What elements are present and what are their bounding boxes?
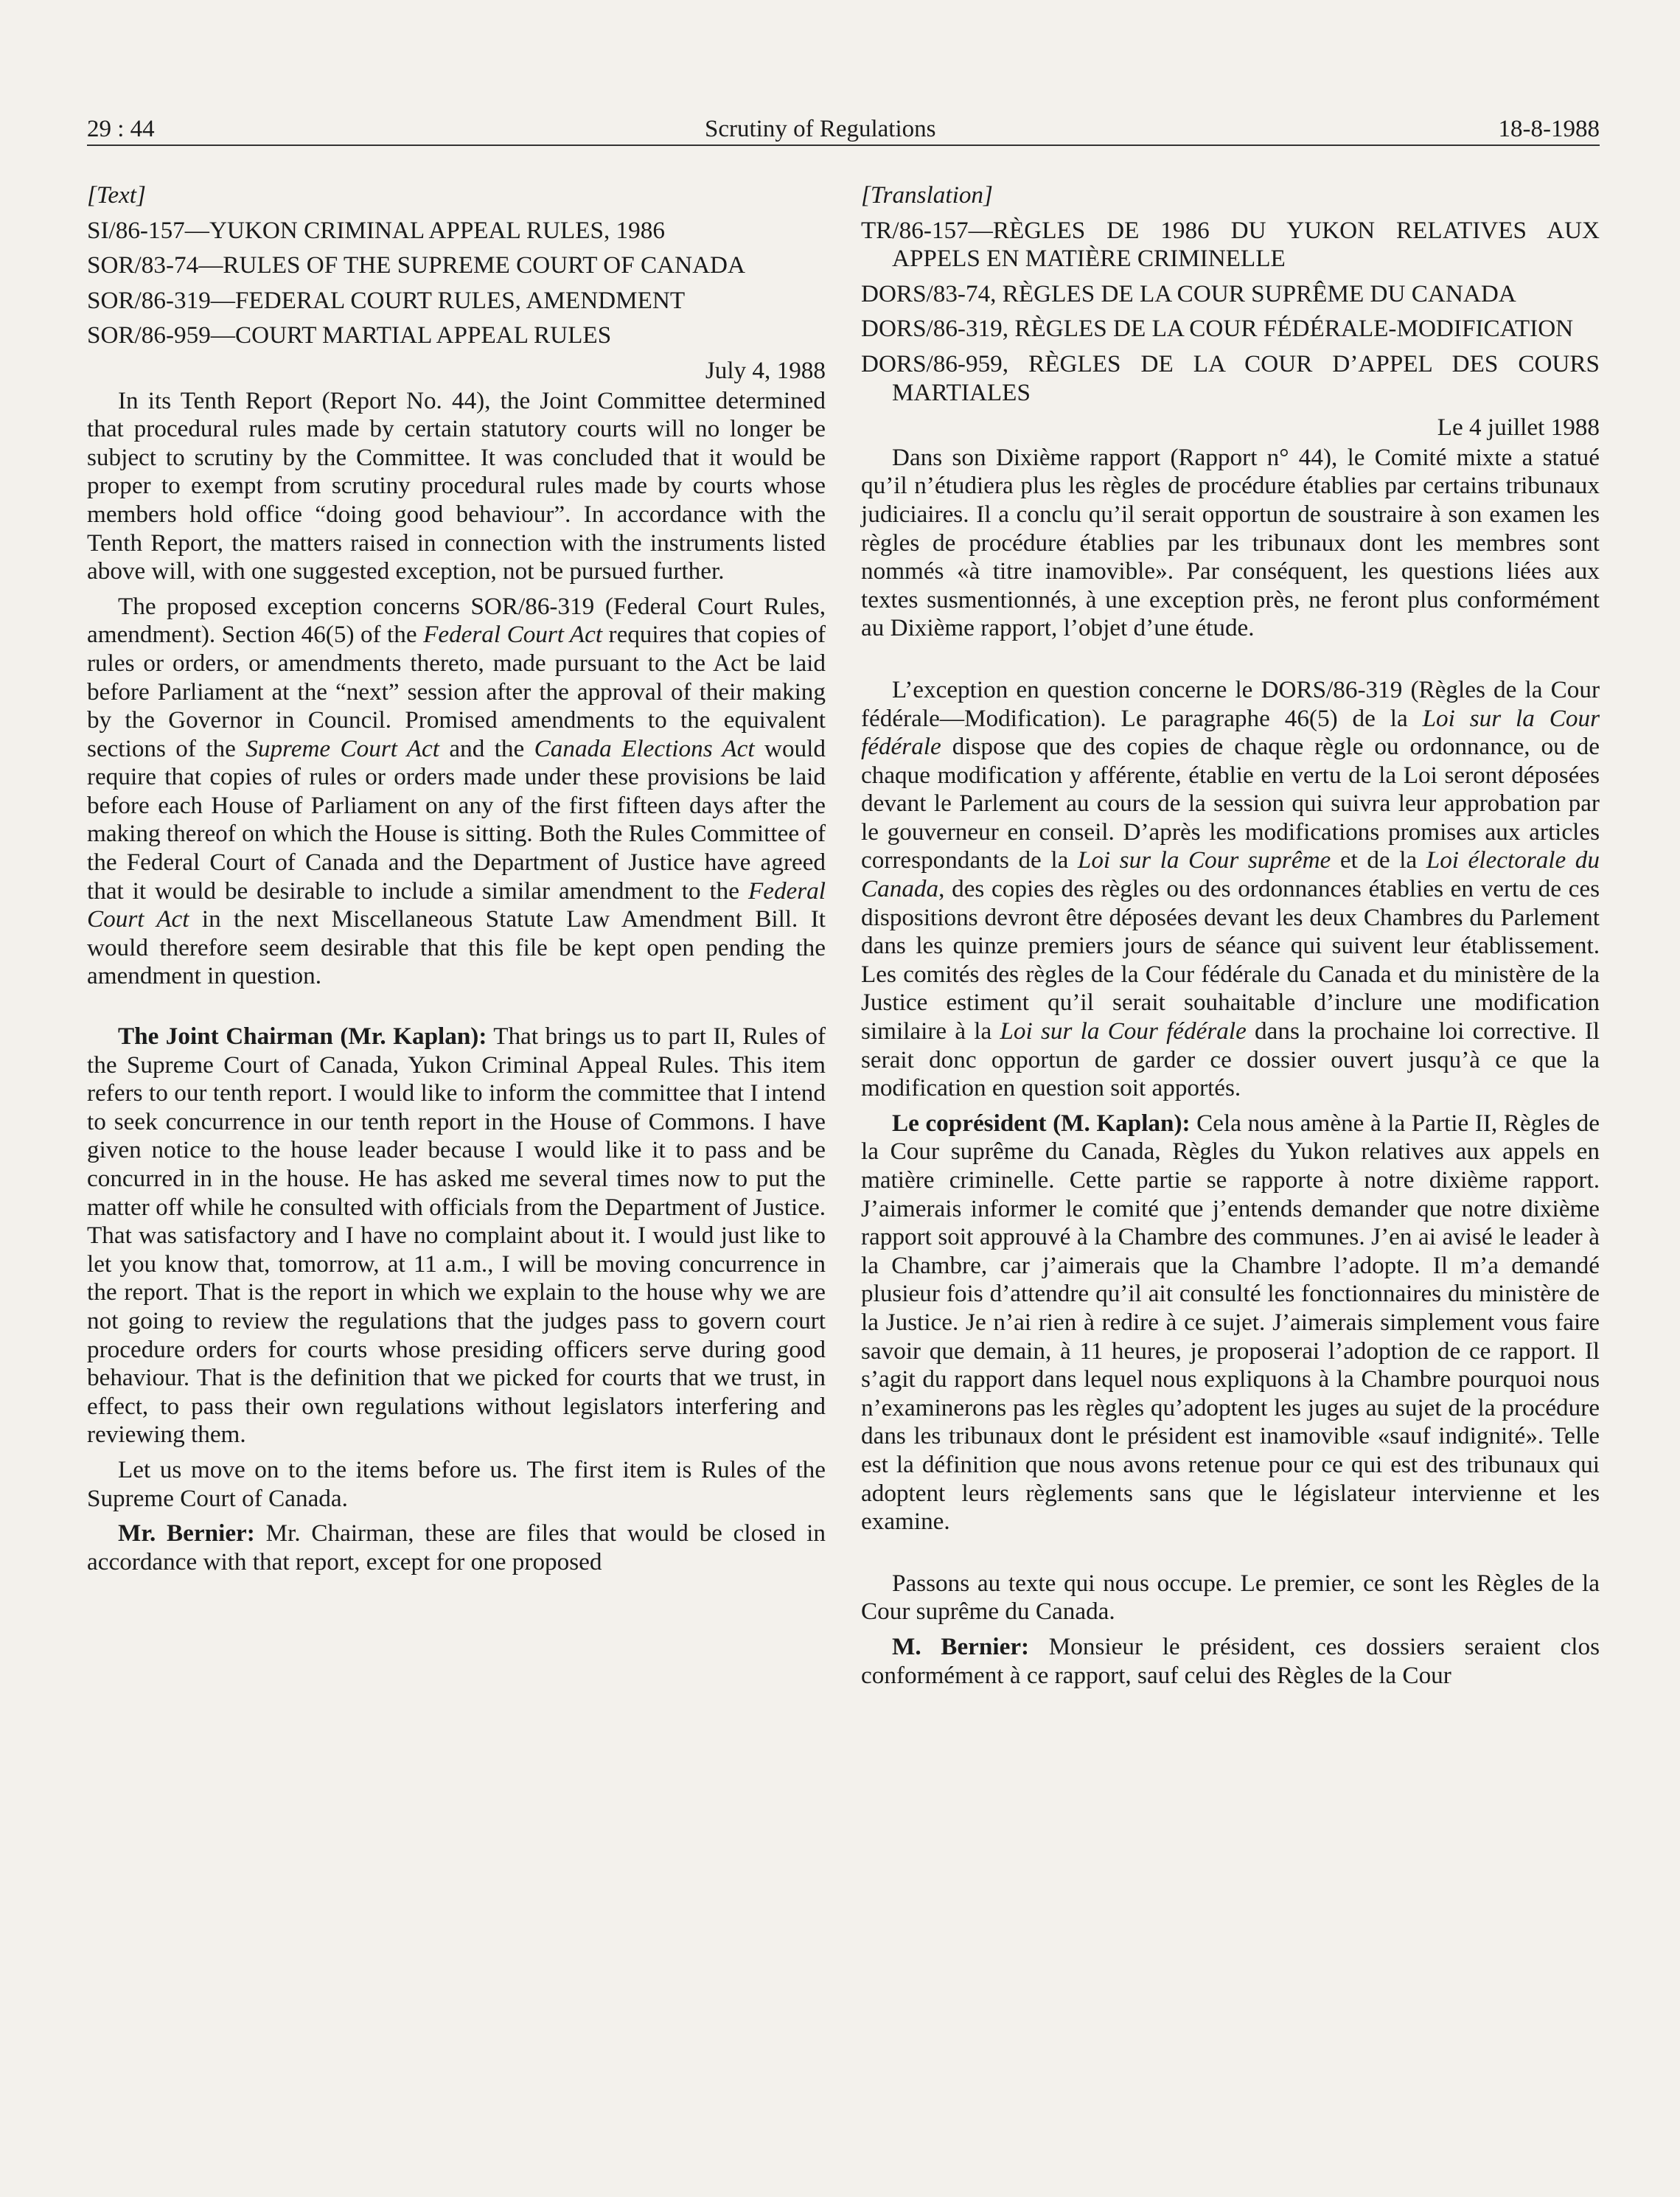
speaker-name: Mr. Bernier: (118, 1519, 255, 1547)
page-number: 29 : 44 (87, 116, 155, 142)
instrument-heading: DORS/86-319, RÈGLES DE LA COUR FÉDÉRALE-MODIFICATION (861, 315, 1574, 343)
header-rule (87, 145, 1600, 146)
letter-date: July 4, 1988 (705, 356, 826, 384)
paragraph: L’exception en question concerne le DORS/86-319 (Règles de la Cour fédérale—Modification). Le paragraphe 46(5) de la Loi sur la Cour fédérale dispose que des copies de chaque règle ou ordonnance, ou de chaque modification y afférente, établie en vertu de la Loi seront déposées devant le Parlement au cours de la session qui suivra leur approbation par le gouverneur en conseil. D’après les modifications promises aux articles correspondants de la Loi sur la Cour suprême et de la Loi électorale du Canada, des copies des règles ou des ordonnances établies en vertu de ces dispositions devront être déposées devant les deux Chambres du Parlement dans les quinze premiers jours de séance qui suivent leur établissement. Les comités des règles de la Cour fédérale du Canada et du ministère de la Justice estiment qu’il serait souhaitable d’inclure une modification similaire à la Loi sur la Cour fédérale dans la prochaine loi corrective. Il serait donc opportun de garder ce dossier ouvert jusqu’à ce que la modification en question soit apportés. (861, 675, 1600, 1102)
instrument-heading: DORS/83-74, RÈGLES DE LA COUR SUPRÊME DU CANADA (861, 279, 1516, 307)
header-date: 18-8-1988 (1498, 116, 1600, 142)
french-column (861, 181, 1600, 1696)
running-title: Scrutiny of Regulations (705, 116, 936, 142)
instrument-heading: SOR/86-959—COURT MARTIAL APPEAL RULES (87, 321, 612, 349)
speaker-name: M. Bernier: (892, 1632, 1030, 1660)
speaker-paragraph: Le coprésident (M. Kaplan): Cela nous amène à la Partie II, Règles de la Cour suprême du Canada, Règles du Yukon relatives aux appels en matière criminelle. Cette partie se rapporte à notre dixième rapport. J’aimerais informer le comité que j’entends demander que notre dixième rapport soit approuvé à la Chambre des communes. J’en ai avisé le leader à la Chambre, car j’aimerais que la Chambre l’adopte. Il m’a demandé plusieur fois d’attendre qu’il ait consulté les fonctionnaires du ministère de la Justice. Je n’ai rien à redire à ce sujet. J’aimerais simplement vous faire savoir que demain, à 11 heures, je proposerai l’adoption de ce rapport. Il s’agit du rapport dans lequel nous expliquons à la Chambre pourquoi nous n’examinerons pas les règles qu’adoptent les juges au sujet de la procédure dans les tribunaux dont le président est inamovible «sauf indignité». Telle est la définition que nous avons retenue pour ce qui est des tribunaux qui adoptent leurs règlements sans que le législateur intervienne et les examine. (861, 1109, 1600, 1536)
instrument-heading: DORS/86-959, RÈGLES DE LA COUR D’APPEL DES COURS MARTIALES (861, 349, 1600, 406)
paragraph: Passons au texte qui nous occupe. Le premier, ce sont les Règles de la Cour suprême du Canada. (861, 1569, 1600, 1626)
speaker-name: Le coprésident (M. Kaplan): (892, 1109, 1191, 1137)
speaker-paragraph: The Joint Chairman (Mr. Kaplan): That brings us to part II, Rules of the Supreme Court of Canada, Yukon Criminal Appeal Rules. This item refers to our tenth report. I would like to inform the committee that I intend to seek concurrence in our tenth report in the House of Commons. I have given notice to the house leader because I would like it to pass and be concurred in in the house. He has asked me several times now to put the matter off while he consulted with officials from the Department of Justice. That was satisfactory and I have no complaint about it. I would just like to let you know that, tomorrow, at 11 a.m., I will be moving concurrence in the report. That is the report in which we explain to the house why we are not going to review the regulations that the judges pass to govern court procedure orders for courts whose presiding officers serve during good behaviour. That is the definition that we picked for courts that we trust, in effect, to pass their own regulations without legislators interfering and reviewing them. (87, 1023, 826, 1449)
paragraph: Dans son Dixième rapport (Rapport n° 44), le Comité mixte a statué qu’il n’étudiera plus les règles de procédure établies par certains tribunaux judiciaires. Il a conclu qu’il serait opportun de soustraire à son examen les règles de procédure établies par les tribunaux dont les membres sont nommés «à titre inamovible». Par conséquent, les questions liées aux textes susmentionnés, à une exception près, ne feront plus conformément au Dixième rapport, l’objet d’une étude. (861, 443, 1600, 642)
spacer (87, 997, 826, 1023)
speaker-paragraph: M. Bernier: Monsieur le président, ces dossiers seraient clos conformément à ce rapport, sauf celui des Règles de la Cour (861, 1632, 1600, 1689)
instrument-heading: SOR/86-319—FEDERAL COURT RULES, AMENDMENT (87, 286, 686, 314)
letter-date: Le 4 juillet 1988 (1437, 414, 1600, 442)
page-header (87, 111, 1600, 147)
speaker-name: The Joint Chairman (Mr. Kaplan): (118, 1023, 487, 1051)
translation-label: [Translation] (861, 181, 993, 209)
spacer (861, 650, 1600, 676)
instrument-heading: SOR/83-74—RULES OF THE SUPREME COURT OF CANADA (87, 251, 745, 279)
text-label: [Text] (87, 181, 146, 209)
english-column (87, 181, 826, 1583)
speaker-paragraph: Mr. Bernier: Mr. Chairman, these are files that would be closed in accordance with that report, except for one proposed (87, 1519, 826, 1575)
paragraph: In its Tenth Report (Report No. 44), the Joint Committee determined that procedural rules made by certain statutory courts will no longer be subject to scrutiny by the Committee. It was concluded that it would be proper to exempt from scrutiny procedural rules made by courts whose members hold office “doing good behaviour”. In accordance with the Tenth Report, the matters raised in connection with the instruments listed above will, with one suggested exception, not be pursued further. (87, 386, 826, 585)
instrument-heading: TR/86-157—RÈGLES DE 1986 DU YUKON RELATIVES AUX APPELS EN MATIÈRE CRIMINELLE (861, 216, 1600, 273)
spacer (861, 1543, 1600, 1570)
paragraph: The proposed exception concerns SOR/86-319 (Federal Court Rules, amendment). Section 46(5) of the Federal Court Act requires that copies of rules or orders, or amendments thereto, made pursuant to the Act be laid before Parliament at the “next” session after the approval of their making by the Governor in Council. Promised amendments to the equivalent sections of the Supreme Court Act and the Canada Elections Act would require that copies of rules or orders made under these provisions be laid before each House of Parliament on any of the first fifteen days after the making thereof on which the House is sitting. Both the Rules Committee of the Federal Court of Canada and the Department of Justice have agreed that it would be desirable to include a similar amendment to the Federal Court Act in the next Miscellaneous Statute Law Amendment Bill. It would therefore seem desirable that this file be kept open pending the amendment in question. (87, 592, 826, 990)
instrument-heading: SI/86-157—YUKON CRIMINAL APPEAL RULES, 1986 (87, 216, 665, 244)
paragraph: Let us move on to the items before us. The first item is Rules of the Supreme Court of Canada. (87, 1455, 826, 1512)
